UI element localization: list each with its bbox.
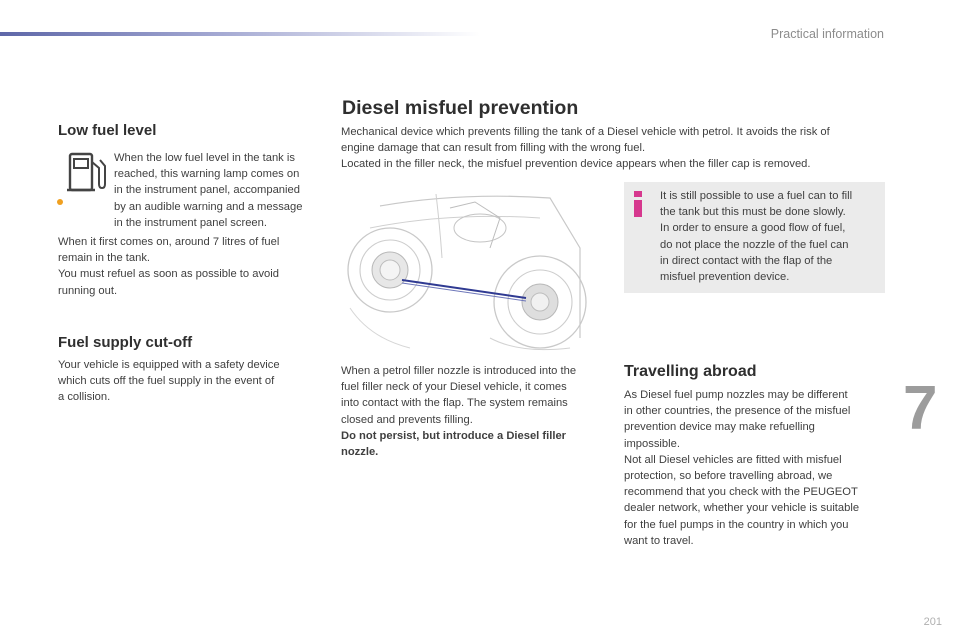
misfuel-intro: Mechanical device which prevents filling the tank of a Diesel vehicle with petrol. It avoids the risk of engine damage that can result from filling with the wrong fuel. Located in the filler neck, the misfuel prevention device appears when the filler cap is removed. [341,126,830,171]
low-fuel-body: When it first comes on, around 7 litres of fuel remain in the tank. You must refuel as soon as possible to avoid running out. [58,236,280,297]
travel-title: Travelling abroad [624,363,757,380]
chapter-number: 7 [903,374,938,443]
misfuel-title: Diesel misfuel prevention [342,97,579,119]
info-box [624,182,885,293]
fuel-cutoff-body: Your vehicle is equipped with a safety device which cuts off the fuel supply in the event of a collision. [58,359,280,404]
low-fuel-lamp-text: When the low fuel level in the tank is reached, this warning lamp comes on in the instrument panel, accompanied by an audible warning and a message in the instrument panel screen. [114,152,303,229]
low-fuel-title: Low fuel level [58,122,157,139]
misfuel-device-illustration [340,188,600,356]
fuel-pump-icon [54,148,110,208]
header-accent-bar [0,32,480,36]
fuel-cutoff-title: Fuel supply cut-off [58,334,193,351]
nozzle-text: When a petrol filler nozzle is introduced into the fuel filler neck of your Diesel vehicle, it comes into contact with the flap. The system remains closed and prevents filling. Do not persist, but introduce a Diesel filler nozzle. [341,365,577,459]
travel-body: As Diesel fuel pump nozzles may be different in other countries, the presence of the misfuel prevention device may make refuelling impossible. Not all Diesel vehicles are fitted with misfuel protection, so before travelling abroad, we recommend that you check with the PEUGEOT dealer network, whether your vehicle is suitable for the fuel pumps in the country in which you want to travel. [624,389,860,547]
page-number: 201 [923,616,942,628]
section-title: Practical information [770,27,884,41]
info-box-text: It is still possible to use a fuel can to fill the tank but this must be done slowly. In order to ensure a good flow of fuel, do not place the nozzle of the fuel can in direct contact with the flap of the misfuel prevention device. [660,190,853,284]
warning-lamp-dot [57,199,63,205]
info-icon [631,191,645,217]
